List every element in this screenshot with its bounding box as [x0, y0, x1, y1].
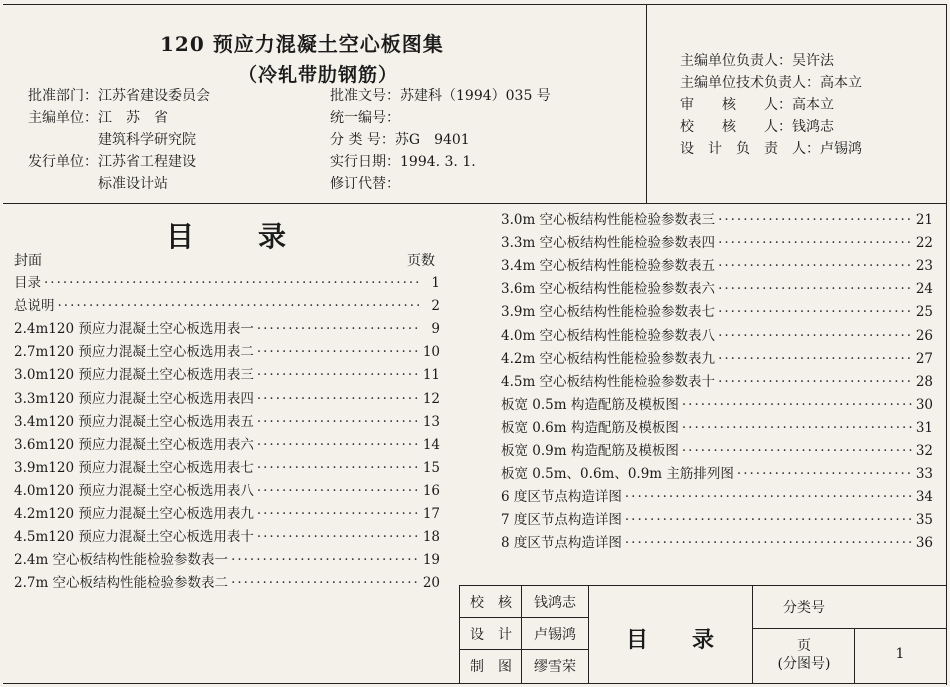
toc-entry: [14, 573, 440, 593]
credit-checker: 校 核 人：钱鸿志: [680, 119, 834, 135]
toc-entry-leader-dots: [257, 458, 419, 478]
credit-design-lead: 设 计 负 责 人：卢锡鸿: [680, 141, 862, 157]
title-block-classification-label: 分类号: [783, 600, 825, 616]
toc-entry-page: 2: [431, 298, 440, 315]
frame-top-line: [3, 4, 946, 5]
frame-right-line: [946, 4, 947, 685]
unified-number: 统一编号：: [330, 110, 400, 126]
credit-technical-head: 主编单位技术负责人：高本立: [680, 75, 862, 91]
toc-entry-page: 19: [422, 552, 440, 569]
toc-entry-page: 27: [915, 350, 933, 367]
title-block-role-2: 设 计: [470, 627, 512, 643]
toc-entry: [14, 319, 440, 339]
toc-entry-page: 10: [422, 344, 440, 361]
toc-entry: [501, 210, 933, 230]
atlas-title: 120 预应力混凝土空心板图集: [160, 32, 444, 56]
toc-entry-leader-dots: [737, 464, 912, 484]
toc-entry-leader-dots: [257, 435, 419, 455]
toc-entry-label: 目录: [14, 275, 41, 291]
toc-entry-label: 4.0m 空心板结构性能检验参数表八: [501, 327, 716, 344]
toc-entry-label: 4.2m120 预应力混凝土空心板选用表九: [14, 506, 254, 522]
toc-entry-leader-dots: [718, 279, 912, 299]
toc-entry-label: 3.3m120 预应力混凝土空心板选用表四: [14, 390, 254, 407]
toc-entry-label: 总说明: [14, 298, 55, 315]
toc-entry: [14, 504, 440, 524]
toc-entry-label: 3.3m 空心板结构性能检验参数表四: [501, 235, 716, 252]
toc-entry-leader-dots: [625, 487, 912, 507]
toc-entry-page: 34: [915, 489, 933, 506]
toc-entry-label: 4.0m120 预应力混凝土空心板选用表八: [14, 482, 254, 499]
title-block-top-line: [459, 585, 946, 586]
toc-entry-leader-dots: [257, 365, 419, 385]
toc-entry-page: 23: [915, 258, 933, 275]
approval-department: 批准部门：江苏省建设委员会: [28, 88, 210, 104]
toc-entry-label: 板宽 0.9m 构造配筋及模板图: [501, 443, 679, 459]
chief-editor-unit-cont: 建筑科学研究院: [98, 132, 196, 148]
toc-entry-label: 3.4m 空心板结构性能检验参数表五: [501, 258, 716, 275]
toc-entry-page: 18: [422, 529, 440, 546]
toc-entry: [14, 412, 440, 432]
toc-entry: [14, 389, 440, 409]
header-bottom-line: [3, 203, 946, 204]
toc-entry: [501, 487, 933, 507]
title-block-left-line: [459, 585, 460, 683]
toc-entry-leader-dots: [718, 210, 912, 230]
toc-entry-label: 4.5m 空心板结构性能检验参数表十: [501, 373, 716, 390]
toc-entry-leader-dots: [718, 233, 912, 253]
toc-entry: [14, 365, 440, 385]
title-block-name-1: 钱鸿志: [534, 595, 576, 611]
toc-entry: [501, 233, 933, 253]
toc-entry: [14, 435, 440, 455]
atlas-subtitle: （冷轧带肋钢筋）: [238, 64, 399, 86]
toc-entry-leader-dots: [257, 481, 419, 501]
toc-entry-leader-dots: [44, 273, 419, 293]
toc-entry-page: 1: [431, 275, 440, 291]
approval-document-number: 批准文号：苏建科（1994）035 号: [330, 88, 551, 104]
toc-entry-page: 16: [422, 482, 440, 499]
frame-bottom-line: [3, 683, 946, 684]
toc-entry-page: 15: [422, 459, 440, 476]
toc-entry-page: 14: [422, 436, 440, 453]
toc-entry-label: 2.4m 空心板结构性能检验参数表一: [14, 552, 229, 569]
credit-reviewer: 审 核 人：高本立: [680, 97, 834, 113]
header-divider-line: [646, 4, 647, 203]
toc-entry-leader-dots: [257, 412, 419, 432]
toc-entry-label: 7 度区节点构造详图: [501, 512, 622, 529]
toc-entry: [14, 550, 440, 570]
title-block-row-line-2: [459, 649, 588, 650]
toc-entry-leader-dots: [257, 389, 419, 409]
toc-entry: [14, 458, 440, 478]
toc-entry-label: 2.7m120 预应力混凝土空心板选用表二: [14, 344, 254, 361]
toc-entry-label: 3.9m120 预应力混凝土空心板选用表七: [14, 459, 254, 476]
toc-entry-label: 6 度区节点构造详图: [501, 489, 622, 506]
title-block-name-divider: [588, 585, 589, 683]
publisher-unit: 发行单位：江苏省工程建设: [28, 154, 196, 170]
toc-entry-label: 板宽 0.6m 构造配筋及模板图: [501, 419, 679, 436]
toc-entry-label: 3.0m120 预应力混凝土空心板选用表三: [14, 367, 254, 384]
toc-entry-label: 板宽 0.5m 构造配筋及模板图: [501, 396, 679, 413]
title-block-name-3: 缪雪荣: [534, 659, 576, 675]
toc-entry-leader-dots: [257, 342, 419, 362]
chief-editor-unit: 主编单位：江 苏 省: [28, 110, 168, 126]
toc-entry-page: 11: [422, 367, 440, 384]
toc-entry: [14, 342, 440, 362]
toc-entry-leader-dots: [257, 504, 419, 524]
toc-entry-leader-dots: [625, 533, 912, 553]
toc-entry-leader-dots: [682, 395, 912, 415]
toc-entry-label: 3.9m 空心板结构性能检验参数表七: [501, 304, 716, 321]
toc-entry-leader-dots: [231, 573, 419, 593]
toc-page-count-header: 页数: [407, 253, 435, 269]
toc-entry-label: 8 度区节点构造详图: [501, 535, 622, 552]
toc-entry-page: 21: [915, 212, 933, 228]
title-block-page-label: 页: [797, 638, 811, 654]
toc-entry: [14, 481, 440, 501]
toc-entry-leader-dots: [231, 550, 419, 570]
toc-entry: [501, 441, 933, 461]
title-block-role-3: 制 图: [470, 659, 512, 675]
toc-entry-label: 4.2m 空心板结构性能检验参数表九: [501, 350, 716, 367]
toc-entry-page: 35: [915, 512, 933, 529]
toc-entry: [501, 326, 933, 346]
toc-entry: [501, 395, 933, 415]
title-block-page-number: 1: [895, 646, 905, 662]
toc-entry-leader-dots: [257, 527, 419, 547]
toc-entry: [14, 296, 440, 316]
title-block-role-divider: [521, 585, 522, 683]
toc-entry-leader-dots: [718, 326, 912, 346]
toc-entry-leader-dots: [718, 256, 912, 276]
title-block-name-2: 卢锡鸿: [534, 627, 576, 643]
toc-entry-label: 板宽 0.5m、0.6m、0.9m 主筋排列图: [501, 466, 734, 483]
toc-entry: [501, 533, 933, 553]
effective-date: 实行日期：1994. 3. 1.: [330, 154, 476, 170]
toc-entry-label: 3.6m120 预应力混凝土空心板选用表六: [14, 436, 254, 453]
toc-heading-char-1: 目: [166, 220, 195, 253]
toc-entry: [501, 464, 933, 484]
toc-entry-page: 20: [422, 575, 440, 592]
title-block-row-line-1: [459, 617, 588, 618]
toc-entry-label: 3.4m120 预应力混凝土空心板选用表五: [14, 413, 254, 430]
toc-entry: [501, 372, 933, 392]
toc-entry-page: 22: [915, 235, 933, 252]
toc-entry-leader-dots: [58, 296, 420, 316]
toc-entry-leader-dots: [625, 510, 912, 530]
title-block-page-sublabel: (分图号): [777, 656, 831, 672]
title-block-right-line: [752, 628, 946, 629]
toc-entry-page: 13: [422, 413, 440, 430]
toc-entry: [501, 349, 933, 369]
toc-entry-page: 9: [431, 321, 440, 338]
title-block-role-1: 校 核: [470, 595, 512, 611]
toc-entry: [501, 302, 933, 322]
revision-replaces: 修订代替：: [330, 176, 400, 192]
toc-entry-label: 2.4m120 预应力混凝土空心板选用表一: [14, 321, 254, 338]
toc-entry-page: 30: [915, 396, 933, 413]
title-block-center-title: 目 录: [625, 628, 714, 653]
toc-entry-leader-dots: [682, 441, 912, 461]
toc-entry: [14, 273, 440, 293]
toc-entry-page: 12: [422, 390, 440, 407]
toc-entry-page: 33: [915, 466, 933, 483]
toc-entry-page: 32: [915, 443, 933, 459]
toc-entry-page: 25: [915, 304, 933, 321]
toc-cover-label: 封面: [14, 253, 42, 269]
toc-entry: [501, 510, 933, 530]
toc-entry-leader-dots: [718, 349, 912, 369]
publisher-unit-cont: 标准设计站: [98, 176, 168, 192]
toc-entry-page: 36: [915, 535, 933, 552]
toc-entry-page: 26: [915, 327, 933, 344]
toc-entry: [14, 527, 440, 547]
toc-entry-page: 31: [915, 419, 933, 436]
toc-entry-leader-dots: [718, 302, 912, 322]
toc-heading-char-2: 录: [258, 220, 287, 253]
credit-chief-unit-head: 主编单位负责人：吴许法: [680, 53, 834, 69]
toc-entry: [501, 279, 933, 299]
toc-entry: [501, 418, 933, 438]
toc-entry-page: 24: [915, 281, 933, 298]
toc-entry-leader-dots: [682, 418, 912, 438]
toc-entry-label: 4.5m120 预应力混凝土空心板选用表十: [14, 529, 254, 546]
toc-entry-label: 3.0m 空心板结构性能检验参数表三: [501, 212, 716, 228]
toc-entry-leader-dots: [718, 372, 912, 392]
toc-entry-page: 28: [915, 373, 933, 390]
toc-entry-leader-dots: [257, 319, 419, 339]
title-block-center-divider: [752, 585, 753, 683]
toc-entry-label: 2.7m 空心板结构性能检验参数表二: [14, 575, 229, 592]
toc-entry: [501, 256, 933, 276]
classification-number: 分 类 号：苏G 9401: [330, 132, 470, 148]
toc-entry-label: 3.6m 空心板结构性能检验参数表六: [501, 281, 716, 298]
title-block-page-divider: [854, 628, 855, 683]
toc-entry-page: 17: [422, 506, 440, 522]
